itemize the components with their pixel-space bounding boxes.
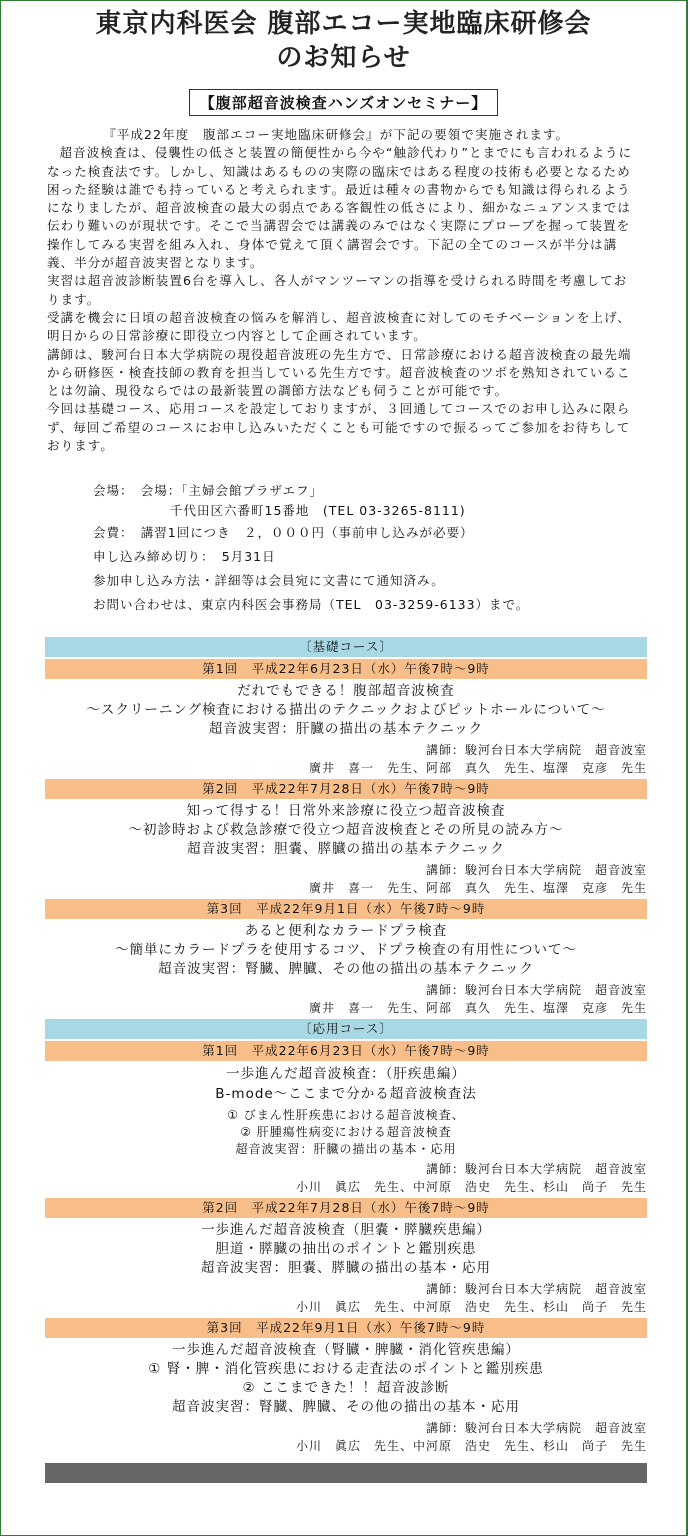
advanced-course-header: 〔応用コース〕 xyxy=(45,1019,647,1039)
lecturer-info xyxy=(45,739,647,777)
intro-paragraph: 講師は、駿河台日本大学病院の現役超音波班の先生方で、日常診療における超音波検査の最先端から研修医・検査技師の教育を担当している先生方です。超音波検査のツボを熟知されていることは勿論、現役ならではの最新装置の調節方法なども伺うことが可能です。 xyxy=(47,346,632,399)
session-topic: ① 腎・脾・消化管疾患における走査法のポイントと鑑別疾患 xyxy=(148,1361,544,1377)
intro-section xyxy=(47,126,638,455)
session-topic: 超音波実習：肝臓の描出の基本テクニック xyxy=(208,721,484,737)
lecturer-affiliation: 講師：駿河台日本大学病院 超音波室 xyxy=(425,1282,647,1296)
session-topic: 一歩進んだ超音波検査：（肝疾患編） xyxy=(226,1066,466,1082)
session-subtopics xyxy=(45,1104,647,1158)
event-info xyxy=(93,481,686,617)
intro-paragraph: 実習は超音波診断装置6台を導入し、各人がマンツーマンの指導を受けられる時間を考慮しております。 xyxy=(47,273,628,307)
application-method: 参加申し込み方法・詳細等は会員宛に文書にて通知済み。 xyxy=(93,573,445,589)
intro-lead: 『平成22年度 腹部エコー実地臨床研修会』が下記の要領で実施されます。 xyxy=(103,127,570,142)
lecturer-affiliation: 講師：駿河台日本大学病院 超音波室 xyxy=(425,863,647,877)
session-date: 第3回 平成22年9月1日（水）午後7時～9時 xyxy=(45,1318,647,1338)
venue-address: 千代田区六番町15番地 (TEL 03-3265-8111) xyxy=(170,503,466,519)
basic-course-header: 〔基礎コース〕 xyxy=(45,637,647,657)
page-title: 東京内科医会 腹部エコー実地臨床研修会 xyxy=(95,9,592,39)
session-date: 第1回 平成22年6月23日（水）午後7時～9時 xyxy=(45,1041,647,1061)
lecturer-info xyxy=(45,1278,647,1316)
session-topic: ② ここまできた！！超音波診断 xyxy=(242,1380,450,1396)
session-topic: 超音波実習：腎臓、脾臓、その他の描出の基本テクニック xyxy=(158,961,534,977)
session-topic: 一歩進んだ超音波検査（腎臓・脾臓・消化管疾患編） xyxy=(172,1342,520,1358)
seminar-title-wrap xyxy=(1,89,686,116)
venue: 会場： 会場：「主婦会館プラザエフ」 xyxy=(93,483,324,499)
session-topics xyxy=(45,679,647,739)
lecturer-affiliation: 講師：駿河台日本大学病院 超音波室 xyxy=(425,1162,647,1176)
lecturer-affiliation: 講師：駿河台日本大学病院 超音波室 xyxy=(425,743,647,757)
session-subtopic: ① びまん性肝疾患における超音波検査、 xyxy=(227,1108,465,1122)
session-topic: 超音波実習：胆嚢、膵臓の描出の基本テクニック xyxy=(187,841,505,857)
session-topic: 超音波実習：胆嚢、膵臓の描出の基本・応用 xyxy=(201,1260,491,1276)
session-topic: だれでもできる！腹部超音波検査 xyxy=(237,683,455,699)
lecturer-names: 小川 眞広 先生、中河原 浩史 先生、杉山 尚子 先生 xyxy=(295,1439,647,1453)
session-topic: 超音波実習：腎臓、脾臓、その他の描出の基本・応用 xyxy=(172,1399,520,1415)
lecturer-affiliation: 講師：駿河台日本大学病院 超音波室 xyxy=(425,983,647,997)
session-topic: ～スクリーニング検査における描出のテクニックおよびピットホールについて～ xyxy=(86,702,606,718)
session-topics xyxy=(45,799,647,859)
lecturer-names: 小川 眞広 先生、中河原 浩史 先生、杉山 尚子 先生 xyxy=(295,1300,647,1314)
lecturer-names: 廣井 喜一 先生、阿部 真久 先生、塩澤 克彦 先生 xyxy=(308,1001,647,1015)
footer-bar xyxy=(45,1463,647,1483)
session-topic: 胆道・膵臓の抽出のポイントと鑑別疾患 xyxy=(215,1241,477,1257)
session-topic: 一歩進んだ超音波検査（胆嚢・膵臓疾患編） xyxy=(201,1222,491,1238)
lecturer-names: 小川 眞広 先生、中河原 浩史 先生、杉山 尚子 先生 xyxy=(295,1180,647,1194)
session-topic: ～初診時および救急診療で役立つ超音波検査とその所見の読み方～ xyxy=(128,822,564,838)
session-topics xyxy=(45,919,647,979)
lecturer-info xyxy=(45,859,647,897)
deadline: 申し込み締め切り： 5月31日 xyxy=(93,549,276,565)
session-date: 第2回 平成22年7月28日（水）午後7時～9時 xyxy=(45,1198,647,1218)
lecturer-names: 廣井 喜一 先生、阿部 真久 先生、塩澤 克彦 先生 xyxy=(308,881,647,895)
session-date: 第2回 平成22年7月28日（水）午後7時～9時 xyxy=(45,779,647,799)
lecturer-info xyxy=(45,979,647,1017)
lecturer-names: 廣井 喜一 先生、阿部 真久 先生、塩澤 克彦 先生 xyxy=(308,761,647,775)
intro-paragraph: 超音波検査は、侵襲性の低さと装置の簡便性から今や“触診代わり”とまでにも言われるようになった検査法です。しかし、知識はあるものの実際の臨床ではある程度の技術も必要となるため困った経験は誰でも持っていると考えられます。最近は種々の書物からでも知識は得られるようになりましたが、超音波検査の最大の弱点である客観性の低さにより、細かなニュアンスまでは伝わり難いのが現状です。そこで当講習会では講義のみではなく実際にプローブを握って装置を操作してみる実習を組み入れ、身体で覚えて頂く講習会です。下記の全てのコースが半分は講義、半分が超音波実習となります。 xyxy=(47,145,633,271)
page-title-line2: のお知らせ xyxy=(276,43,411,73)
seminar-title: 【腹部超音波検査ハンズオンセミナー】 xyxy=(189,89,499,116)
lecturer-info xyxy=(45,1158,647,1196)
session-topic: 知って得する！日常外来診療に役立つ超音波検査 xyxy=(186,803,506,819)
fee: 会費： 講習1回につき ２，０００円（事前申し込みが必要） xyxy=(93,525,474,541)
intro-paragraph: 受講を機会に日頃の超音波検査の悩みを解消し、超音波検査に対してのモチベーションを上げ、明日からの日常診療に即役立つ内容として企画されています。 xyxy=(47,309,631,344)
session-subtopic: 超音波実習：肝臓の描出の基本・応用 xyxy=(235,1142,457,1156)
session-topic: ～簡単にカラードプラを使用するコツ、ドプラ検査の有用性について～ xyxy=(115,942,577,958)
course-schedule xyxy=(45,637,647,1483)
session-date: 第1回 平成22年6月23日（水）午後7時～9時 xyxy=(45,659,647,679)
session-topics xyxy=(45,1061,647,1104)
contact: お問い合わせは、東京内科医会事務局（TEL 03-3259-6133）まで。 xyxy=(93,597,530,613)
session-topic: B-mode～ここまで分かる超音波検査法 xyxy=(215,1086,477,1102)
lecturer-info xyxy=(45,1417,647,1455)
session-date: 第3回 平成22年9月1日（水）午後7時～9時 xyxy=(45,899,647,919)
session-topic: あると便利なカラードプラ検査 xyxy=(244,923,448,939)
intro-paragraph: 今回は基礎コース、応用コースを設定しておりますが、３回通してコースでのお申し込みに限らず、毎回ご希望のコースにお申し込みいただくことも可能ですので振るってご参加をお待ちしております。 xyxy=(47,401,631,454)
session-topics xyxy=(45,1218,647,1278)
session-topics xyxy=(45,1338,647,1417)
lecturer-affiliation: 講師：駿河台日本大学病院 超音波室 xyxy=(425,1421,647,1435)
session-subtopic: ② 肝腫瘍性病変における超音波検査 xyxy=(240,1125,452,1139)
